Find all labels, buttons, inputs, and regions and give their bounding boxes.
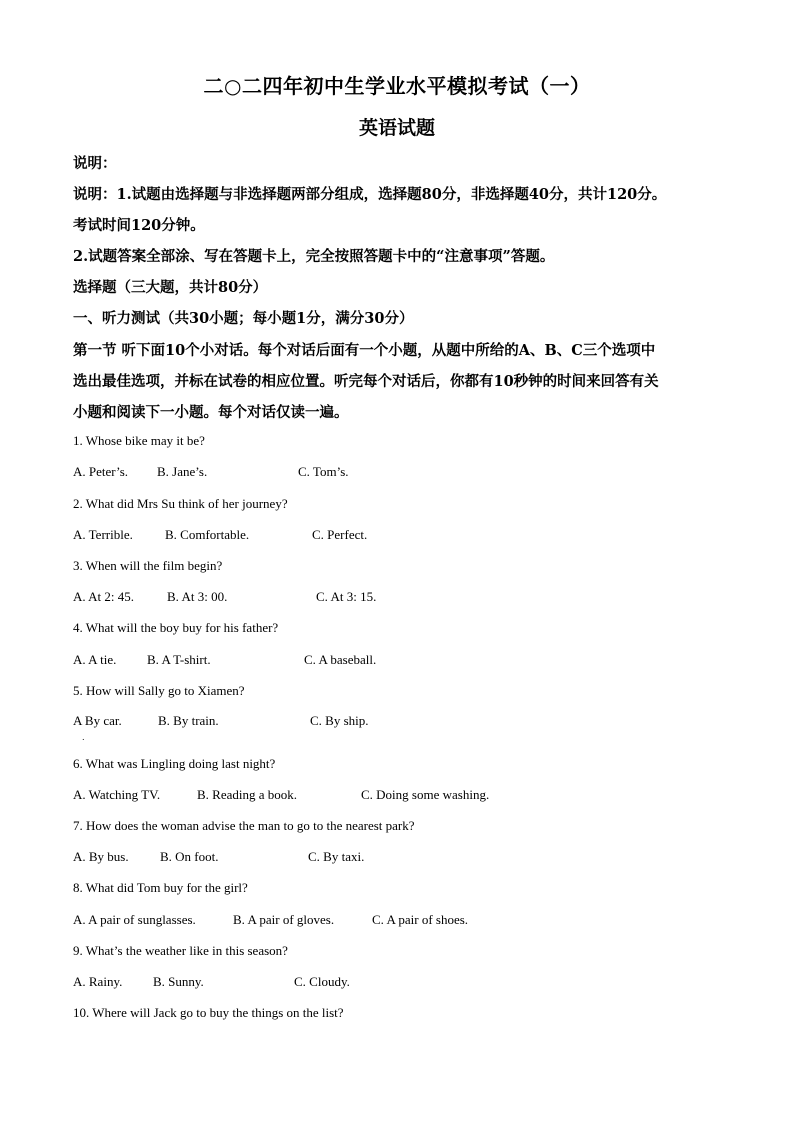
notes-line-2: 考试时间120分钟。 bbox=[73, 217, 205, 234]
notes-line-1: 说明：1.试题由选择题与非选择题两部分组成，选择题80分，非选择题40分，共计120分。 bbox=[73, 186, 667, 203]
stray-mark: . bbox=[82, 733, 85, 742]
option-8a: A. A pair of sunglasses. bbox=[73, 912, 196, 927]
question-8: 8. What did Tom buy for the girl? bbox=[73, 880, 248, 895]
option-4c: C. A baseball. bbox=[304, 652, 377, 667]
option-7c: C. By taxi. bbox=[308, 849, 365, 864]
option-7a: A. By bus. bbox=[73, 849, 129, 864]
option-9c: C. Cloudy. bbox=[294, 974, 350, 989]
option-3b: B. At 3: 00. bbox=[167, 589, 228, 604]
option-3c: C. At 3: 15. bbox=[316, 589, 377, 604]
option-6a: A. Watching TV. bbox=[73, 787, 161, 802]
option-4b: B. A T-shirt. bbox=[147, 652, 211, 667]
notes-heading: 说明： bbox=[73, 155, 117, 172]
question-4: 4. What will the boy buy for his father? bbox=[73, 620, 279, 635]
option-5b: B. By train. bbox=[158, 713, 219, 728]
option-8c: C. A pair of shoes. bbox=[372, 912, 469, 927]
notes-line-3: 2.试题答案全部涂、写在答题卡上，完全按照答题卡中的“注意事项”答题。 bbox=[73, 248, 555, 265]
instruction-line-1: 第一节 听下面10个小对话。每个对话后面有一个小题，从题中所给的A、B、C三个选项中 bbox=[73, 342, 656, 359]
option-4a: A. A tie. bbox=[73, 652, 117, 667]
question-3: 3. When will the film begin? bbox=[73, 558, 223, 573]
option-6b: B. Reading a book. bbox=[197, 787, 298, 802]
question-1: 1. Whose bike may it be? bbox=[73, 433, 205, 448]
section-heading: 选择题（三大题，共计80分） bbox=[73, 279, 268, 296]
question-2: 2. What did Mrs Su think of her journey? bbox=[73, 496, 288, 511]
question-5: 5. How will Sally go to Xiamen? bbox=[73, 683, 245, 698]
option-6c: C. Doing some washing. bbox=[361, 787, 490, 802]
option-5a: A By car. bbox=[73, 713, 122, 728]
option-2c: C. Perfect. bbox=[312, 527, 368, 542]
option-9b: B. Sunny. bbox=[153, 974, 204, 989]
question-6: 6. What was Lingling doing last night? bbox=[73, 756, 276, 771]
option-1b: B. Jane’s. bbox=[157, 464, 208, 479]
option-5c: C. By ship. bbox=[310, 713, 369, 728]
option-2b: B. Comfortable. bbox=[165, 527, 250, 542]
option-2a: A. Terrible. bbox=[73, 527, 133, 542]
option-1a: A. Peter’s. bbox=[73, 464, 129, 479]
option-1c: C. Tom’s. bbox=[298, 464, 349, 479]
exam-title: 二○二四年初中生学业水平模拟考试（一） bbox=[203, 74, 591, 98]
question-10: 10. Where will Jack go to buy the things on the list? bbox=[73, 1005, 344, 1020]
part1-heading: 一、听力测试（共30小题；每小题1分，满分30分） bbox=[73, 310, 414, 327]
option-9a: A. Rainy. bbox=[73, 974, 123, 989]
exam-subtitle: 英语试题 bbox=[358, 117, 435, 139]
question-9: 9. What’s the weather like in this season? bbox=[73, 943, 288, 958]
option-8b: B. A pair of gloves. bbox=[233, 912, 335, 927]
question-7: 7. How does the woman advise the man to go to the nearest park? bbox=[73, 818, 415, 833]
option-3a: A. At 2: 45. bbox=[73, 589, 135, 604]
instruction-line-3: 小题和阅读下一小题。每个对话仅读一遍。 bbox=[73, 404, 349, 421]
option-7b: B. On foot. bbox=[160, 849, 219, 864]
instruction-line-2: 选出最佳选项，并标在试卷的相应位置。听完每个对话后，你都有10秒钟的时间来回答有关 bbox=[73, 373, 659, 390]
